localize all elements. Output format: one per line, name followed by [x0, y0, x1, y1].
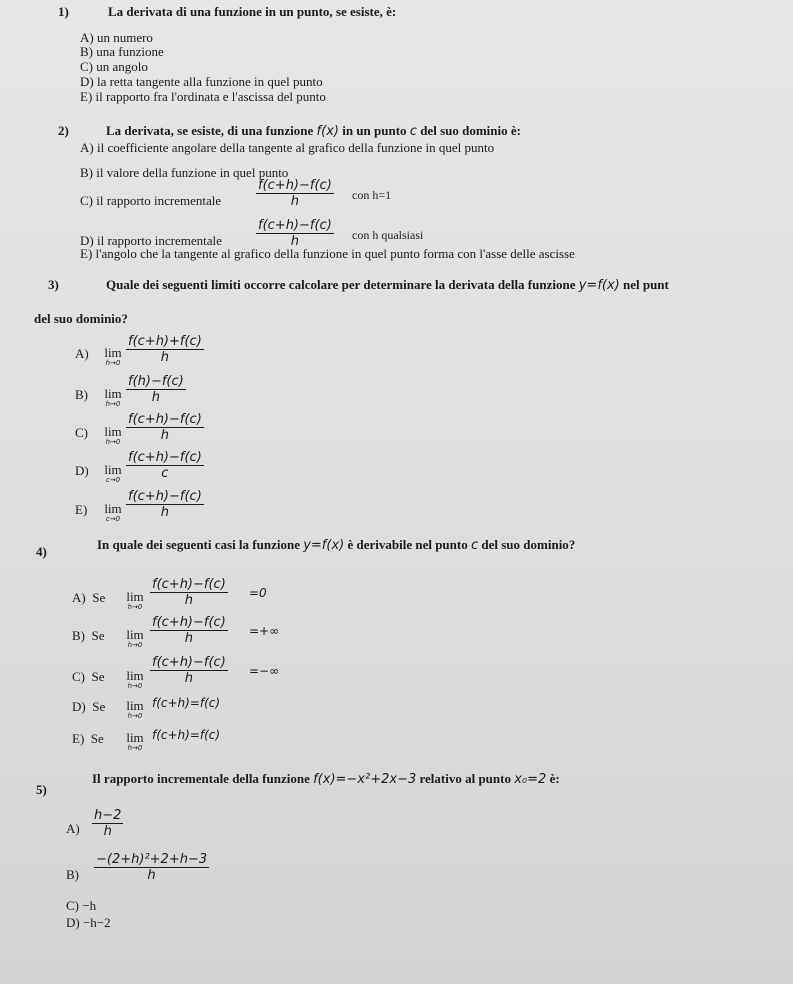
q2-option-d-label: D) il rapporto incrementale: [80, 233, 222, 248]
q3-option-b-fraction: $\frac{f(h)-f(c)}{h}$: [128, 374, 184, 405]
q3-question-line1: Quale dei seguenti limiti occorre calcolare per determinare la derivata della funzione y=f(x) nel punt: [106, 277, 669, 293]
q3-option-c-fraction: $\frac{f(c+h)-f(c)}{h}$: [128, 412, 202, 443]
q4-option-b-fraction: $\frac{f(c+h)-f(c)}{h}$: [152, 615, 226, 646]
q4-option-c-limit: lim h→0: [126, 668, 144, 690]
q4-option-b-limit: lim h→0: [126, 627, 144, 649]
q3-option-a-label: A): [75, 346, 89, 361]
q4-option-a-fraction: $\frac{f(c+h)-f(c)}{h}$: [152, 577, 226, 608]
q4-option-e-label: E) Se: [72, 731, 104, 746]
q3-option-a-limit: lim h→0: [104, 345, 122, 367]
q4-option-e-limit: lim h→0: [126, 730, 144, 752]
q5-option-b-label: B): [66, 867, 79, 882]
q4-option-d-expression: f(c+h)=f(c): [152, 696, 221, 710]
q5-option-d: D) −h−2: [66, 915, 111, 930]
q2-option-c-condition: con h=1: [352, 188, 392, 202]
q2-option-c-label: C) il rapporto incrementale: [80, 193, 222, 208]
q5-option-c: C) −h: [66, 898, 97, 913]
q5-option-b-fraction: $\frac{\text{−(2+h)²+2+h−3}}{h}$: [96, 852, 208, 883]
q3-option-d-limit: lim c→0: [104, 462, 122, 484]
q2-option-a: A) il coefficiente angolare della tangente al grafico della funzione in quel punto: [80, 140, 495, 155]
q1-option-d: D) la retta tangente alla funzione in quel punto: [80, 74, 323, 89]
q3-option-c-label: C): [75, 425, 88, 440]
q4-option-a-limit: lim h→0: [126, 589, 144, 611]
q2-option-e: E) l'angolo che la tangente al grafico della funzione in quel punto forma con l'asse delle ascisse: [80, 246, 575, 261]
q4-option-a-label: A) Se: [72, 590, 106, 605]
q3-option-e-limit: lim c→0: [104, 501, 122, 523]
q1-number: 1): [58, 4, 69, 19]
q3-option-e-fraction: $\frac{f(c+h)-f(c)}{h}$: [128, 489, 202, 520]
q2-option-c-fraction: $\frac{f(c+h)-f(c)}{h}$: [258, 178, 332, 209]
q5-number: 5): [36, 782, 47, 797]
q5-option-a-label: A): [66, 821, 80, 836]
q1-question: La derivata di una funzione in un punto, se esiste, è:: [108, 4, 397, 19]
q1-option-b: B) una funzione: [80, 44, 164, 59]
q4-option-b-result: =+∞: [249, 624, 280, 638]
q4-number: 4): [36, 544, 47, 559]
q1-option-e: E) il rapporto fra l'ordinata e l'ascissa del punto: [80, 89, 326, 104]
q3-option-d-fraction: $\frac{f(c+h)-f(c)}{c}$: [128, 450, 202, 481]
q3-option-b-limit: lim h→0: [104, 386, 122, 408]
q4-option-c-result: =−∞: [249, 664, 280, 678]
q5-question: Il rapporto incrementale della funzione f(x)=−x²+2x−3 relativo al punto x₀=2 è:: [92, 771, 560, 787]
q5-option-a-fraction: $\frac{h-2}{h}$: [94, 808, 122, 839]
q4-option-d-limit: lim h→0: [126, 698, 144, 720]
q3-option-c-limit: lim h→0: [104, 424, 122, 446]
q1-option-c: C) un angolo: [80, 59, 148, 74]
q1-option-a: A) un numero: [80, 30, 153, 45]
q4-option-e-expression: f(c+h)=f(c): [152, 728, 221, 742]
q2-question: La derivata, se esiste, di una funzione f(x) in un punto c del suo dominio è:: [106, 123, 521, 139]
q2-option-d-fraction: $\frac{f(c+h)-f(c)}{h}$: [258, 218, 332, 249]
q4-option-b-label: B) Se: [72, 628, 105, 643]
q2-number: 2): [58, 123, 69, 138]
q3-question-line2: del suo dominio?: [34, 311, 128, 326]
q3-option-e-label: E): [75, 502, 88, 517]
q2-option-b: B) il valore della funzione in quel punto: [80, 165, 289, 180]
q4-option-c-fraction: $\frac{f(c+h)-f(c)}{h}$: [152, 655, 226, 686]
q3-option-d-label: D): [75, 463, 89, 478]
q3-option-a-fraction: $\frac{f(c+h)+f(c)}{h}$: [128, 334, 202, 365]
q2-option-d-condition: con h qualsiasi: [352, 228, 424, 242]
q4-option-a-result: =0: [249, 586, 267, 600]
q4-option-d-label: D) Se: [72, 699, 106, 714]
q3-option-b-label: B): [75, 387, 88, 402]
q3-number: 3): [48, 277, 59, 292]
q4-option-c-label: C) Se: [72, 669, 105, 684]
q4-question: In quale dei seguenti casi la funzione y=f(x) è derivabile nel punto c del suo dominio?: [97, 537, 576, 553]
